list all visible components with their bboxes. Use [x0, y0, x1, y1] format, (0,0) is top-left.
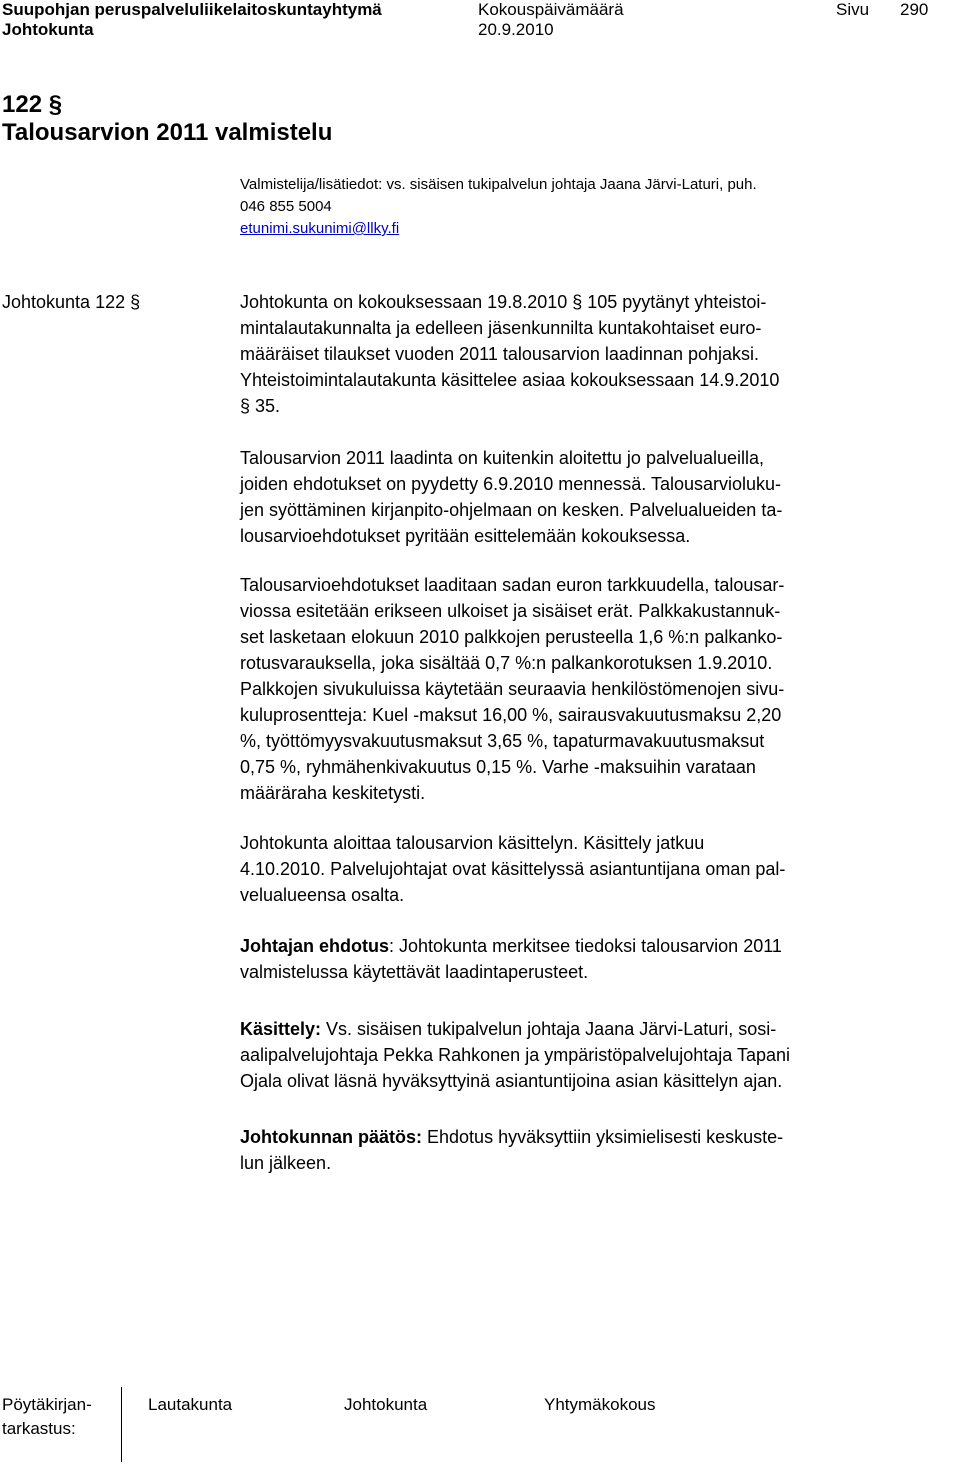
section-number: 122 — [2, 91, 43, 118]
paragraph-3-line: %, työttömyysvakuutusmaksut 3,65 %, tapaturmavakuutusmaksut — [240, 731, 765, 751]
preparer-phone: 046 855 5004 — [240, 198, 332, 215]
paragraph-4 — [240, 830, 940, 908]
footer-directorate: Johtokunta — [344, 1395, 428, 1414]
meeting-date-label: Kokouspäivämäärä — [478, 0, 624, 19]
footer-check-label-1: Pöytäkirjan- — [2, 1395, 92, 1414]
paragraph-2 — [240, 445, 940, 549]
paragraph-4-line: velualueensa osalta. — [240, 885, 405, 905]
reference-sign: § — [130, 292, 141, 312]
proposal-label: Johtajan ehdotus — [240, 936, 390, 956]
reference-label — [2, 289, 140, 315]
decision-line-1 — [240, 1124, 940, 1150]
decision — [240, 1124, 940, 1176]
paragraph-3-line: viossa esitetään erikseen ulkoiset ja sisäiset erät. Palkkakustannuk- — [240, 601, 781, 621]
paragraph-2-line: Talousarvion 2011 laadinta on kuitenkin aloitettu jo palvelualueilla, — [240, 448, 765, 468]
paragraph-2-line: jen syöttäminen kirjanpito-ohjelmaan on kesken. Palvelualueiden ta- — [240, 500, 783, 520]
section-sign: § — [48, 91, 63, 118]
paragraph-2-line: joiden ehdotukset on pyydetty 6.9.2010 mennessä. Talousarvioluku- — [240, 474, 782, 494]
paragraph-1-line: Yhteistoimintalautakunta käsittelee asiaa kokouksessaan 14.9.2010 — [240, 370, 780, 390]
preparer-info: Valmistelija/lisätiedot: vs. sisäisen tukipalvelun johtaja Jaana Järvi-Laturi, puh. — [240, 176, 757, 193]
handling-label: Käsittely: — [240, 1019, 322, 1039]
handling-line-1 — [240, 1016, 940, 1042]
section-title: Talousarvion 2011 valmistelu — [2, 119, 333, 146]
handling-line-2: aalipalvelujohtaja Pekka Rahkonen ja ympäristöpalvelujohtaja Tapani — [240, 1045, 791, 1065]
paragraph-3-line: Talousarvioehdotukset laaditaan sadan euron tarkkuudella, talousar- — [240, 575, 785, 595]
proposal-line-1 — [240, 933, 940, 959]
handling-text: Vs. sisäisen tukipalvelun johtaja Jaana Järvi-Laturi, sosi- — [321, 1019, 777, 1039]
footer-board: Lautakunta — [148, 1395, 233, 1414]
page-label: Sivu — [836, 0, 870, 19]
decision-line-2: lun jälkeen. — [240, 1153, 332, 1173]
proposal — [240, 933, 940, 985]
paragraph-1-line: mintalautakunnalta ja edelleen jäsenkunnilta kuntakohtaiset euro- — [240, 318, 762, 338]
decision-label: Johtokunnan päätös: — [240, 1127, 423, 1147]
organization-name: Suupohjan peruspalveluliikelaitoskuntayhtymä — [2, 0, 382, 19]
paragraph-3-line: 0,75 %, ryhmähenkivakuutus 0,15 %. Varhe -maksuihin varataan — [240, 757, 756, 777]
meeting-date: 20.9.2010 — [478, 20, 554, 39]
handling-line-3: Ojala olivat läsnä hyväksyttyinä asiantuntijoina asian käsittelyn ajan. — [240, 1071, 783, 1091]
footer-divider — [121, 1387, 122, 1462]
section-heading — [2, 90, 62, 120]
paragraph-3 — [240, 572, 940, 806]
paragraph-3-line: Palkkojen sivukuluissa käytetään seuraavia henkilöstömenojen sivu- — [240, 679, 785, 699]
footer-assembly: Yhtymäkokous — [544, 1395, 656, 1414]
decision-text: Ehdotus hyväksyttiin yksimielisesti keskuste- — [422, 1127, 784, 1147]
handling — [240, 1016, 940, 1094]
preparer-email-link[interactable]: etunimi.sukunimi@llky.fi — [240, 220, 400, 237]
paragraph-1 — [240, 289, 940, 419]
reference-body: Johtokunta 122 — [2, 292, 126, 312]
body-name: Johtokunta — [2, 20, 94, 39]
paragraph-1-line: Johtokunta on kokouksessaan 19.8.2010 § 105 pyytänyt yhteistoi- — [240, 292, 767, 312]
proposal-line-2: valmistelussa käytettävät laadintaperusteet. — [240, 962, 589, 982]
paragraph-1-line: § 35. — [240, 396, 281, 416]
paragraph-3-line: kuluprosentteja: Kuel -maksut 16,00 %, sairausvakuutusmaksu 2,20 — [240, 705, 782, 725]
footer-check-label-2: tarkastus: — [2, 1419, 76, 1438]
paragraph-4-line: 4.10.2010. Palvelujohtajat ovat käsittelyssä asiantuntijana oman pal- — [240, 859, 786, 879]
paragraph-1-line: määräiset tilaukset vuoden 2011 talousarvion laadinnan pohjaksi. — [240, 344, 760, 364]
paragraph-2-line: lousarvioehdotukset pyritään esittelemään kokouksessa. — [240, 526, 691, 546]
page-number: 290 — [900, 0, 929, 19]
paragraph-3-line: rotusvarauksella, joka sisältää 0,7 %:n palkankorotuksen 1.9.2010. — [240, 653, 773, 673]
paragraph-3-line: määräraha keskitetysti. — [240, 783, 426, 803]
paragraph-4-line: Johtokunta aloittaa talousarvion käsittelyn. Käsittely jatkuu — [240, 833, 705, 853]
proposal-text: : Johtokunta merkitsee tiedoksi talousarvion 2011 — [389, 936, 782, 956]
paragraph-3-line: set lasketaan elokuun 2010 palkkojen perusteella 1,6 %:n palkanko- — [240, 627, 783, 647]
